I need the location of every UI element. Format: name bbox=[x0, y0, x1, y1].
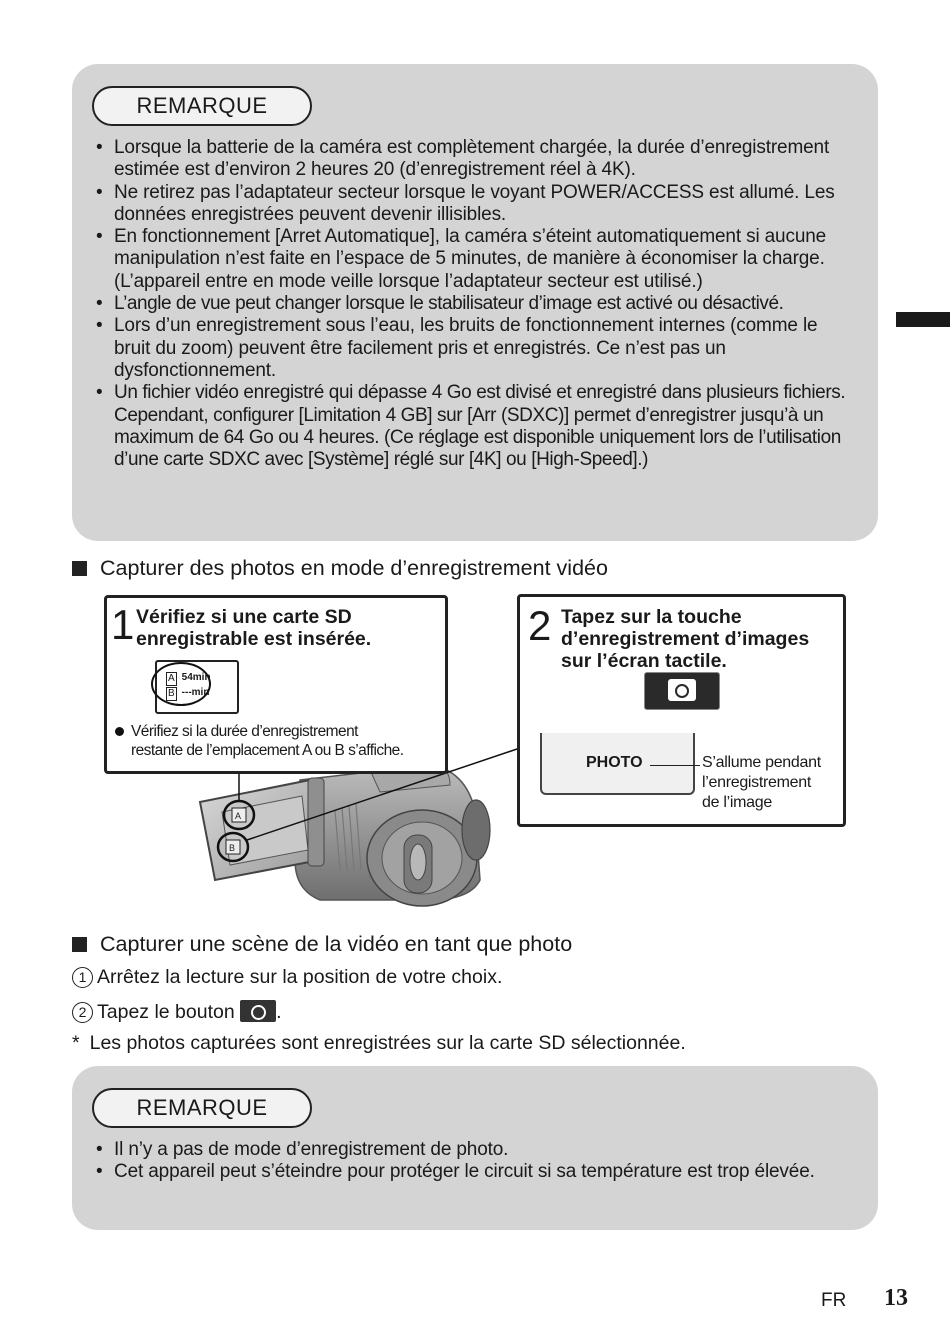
playback-step-2-text: Tapez le bouton bbox=[97, 1001, 235, 1023]
note-list-2 bbox=[94, 1139, 858, 1184]
note-item: • Il n’y a pas de mode d’enregistrement de photo. bbox=[94, 1139, 858, 1161]
playback-step-1-text: Arrêtez la lecture sur la position de votre choix. bbox=[97, 966, 503, 988]
note-box-2 bbox=[72, 1066, 878, 1230]
slot-b-value: ---min bbox=[181, 687, 210, 698]
square-bullet-icon bbox=[72, 561, 87, 576]
svg-text:A: A bbox=[235, 811, 242, 821]
note-box-1 bbox=[72, 64, 878, 541]
camera-shutter-icon[interactable] bbox=[644, 672, 720, 710]
note-item: • Un fichier vidéo enregistré qui dépasse 4 Go est divisé et enregistré dans plusieurs fichiers. Cependant, configurer [Limitation 4 GB] sur [Arr (SDXC)] permet d’enregistrer jusqu’à un maximum de 64 Go ou 4 heures. (Ce réglage est disponible uniquement lors de l’utilisation d’une carte SDXC avec [Système] réglé sur [4K] ou [High-Speed].) bbox=[94, 382, 858, 471]
photo-callout-line bbox=[650, 765, 700, 766]
note-label-1: REMARQUE bbox=[92, 86, 312, 126]
section-heading-text: Capturer des photos en mode d’enregistrement vidéo bbox=[100, 556, 608, 580]
note-label-2: REMARQUE bbox=[92, 1088, 312, 1128]
circled-number-1: 1 bbox=[72, 967, 93, 988]
bullet-line: restante de l’emplacement A ou B s’affiche. bbox=[131, 742, 404, 759]
step-number: 2 bbox=[528, 602, 552, 649]
slot-status-display bbox=[155, 660, 239, 714]
step-title-line: Tapez sur la touche bbox=[561, 606, 742, 628]
note-item: • L’angle de vue peut changer lorsque le stabilisateur d’image est activé ou désactivé. bbox=[94, 293, 858, 315]
caption-line: S’allume pendant bbox=[702, 754, 821, 771]
step-title-line: Vérifiez si une carte SD bbox=[136, 606, 352, 628]
slot-a-value: 54min bbox=[181, 672, 211, 683]
section-heading-capture-playback bbox=[72, 932, 572, 957]
step-title-line: enregistrable est insérée. bbox=[136, 628, 372, 650]
step-title-line: sur l’écran tactile. bbox=[561, 650, 727, 672]
edge-tab-marker bbox=[896, 312, 950, 327]
playback-step-2 bbox=[72, 1000, 282, 1024]
square-bullet-icon bbox=[72, 937, 87, 952]
note-item: • En fonctionnement [Arret Automatique], la caméra s’éteint automatiquement si aucune manipulation n’est faite en l’espace de 5 minutes, de manière à économiser la charge. (L’appareil entre en mode veille lorsque l’adaptateur secteur est utilisé.) bbox=[94, 226, 858, 293]
note-item: • Lorsque la batterie de la caméra est complètement chargée, la durée d’enregistrement estimée est d’environ 2 heures 20 (d’enregistrement réel à 4K). bbox=[94, 137, 858, 182]
step-title bbox=[136, 606, 371, 650]
slot-a-letter: A bbox=[168, 673, 175, 684]
photo-indicator-screen bbox=[540, 733, 695, 795]
note-item: • Ne retirez pas l’adaptateur secteur lorsque le voyant POWER/ACCESS est allumé. Les données enregistrées peuvent devenir illisibles. bbox=[94, 182, 858, 227]
footnote-text: Les photos capturées sont enregistrées sur la carte SD sélectionnée. bbox=[89, 1032, 686, 1054]
slot-highlight-ellipse bbox=[151, 662, 211, 706]
playback-step-2-end: . bbox=[276, 1001, 282, 1023]
footer-language: FR bbox=[821, 1290, 847, 1311]
camera-shutter-icon bbox=[240, 1000, 276, 1022]
step-title-line: d’enregistrement d’images bbox=[561, 628, 810, 650]
step-2-box bbox=[517, 594, 846, 827]
step-number: 1 bbox=[111, 601, 135, 648]
footnote-star: * bbox=[72, 1032, 80, 1054]
circled-number-2: 2 bbox=[72, 1002, 93, 1023]
note-item: • Cet appareil peut s’éteindre pour protéger le circuit si sa température est trop élevée. bbox=[94, 1161, 858, 1183]
round-bullet-icon bbox=[115, 727, 124, 736]
bullet-line: Vérifiez si la durée d’enregistrement bbox=[131, 723, 358, 740]
section-heading-text: Capturer une scène de la vidéo en tant que photo bbox=[100, 932, 573, 956]
caption-line: de l’image bbox=[702, 794, 772, 811]
step-title bbox=[561, 606, 809, 672]
caption-line: l’enregistrement bbox=[702, 774, 812, 791]
playback-footnote bbox=[72, 1032, 686, 1055]
note-list-1 bbox=[94, 137, 858, 471]
step-1-box bbox=[104, 595, 448, 774]
photo-indicator-label: PHOTO bbox=[586, 754, 643, 771]
playback-step-1 bbox=[72, 966, 502, 989]
page-number: 13 bbox=[884, 1285, 908, 1311]
step-1-bullet bbox=[115, 722, 403, 760]
photo-caption bbox=[702, 753, 821, 813]
svg-text:B: B bbox=[229, 843, 236, 853]
slot-b-letter: B bbox=[168, 688, 175, 699]
section-heading-capture-video bbox=[72, 556, 608, 581]
note-item: • Lors d’un enregistrement sous l’eau, les bruits de fonctionnement internes (comme le bruit du zoom) peuvent être facilement pris et enregistrés. Ce n’est pas un dysfonctionnement. bbox=[94, 315, 858, 382]
